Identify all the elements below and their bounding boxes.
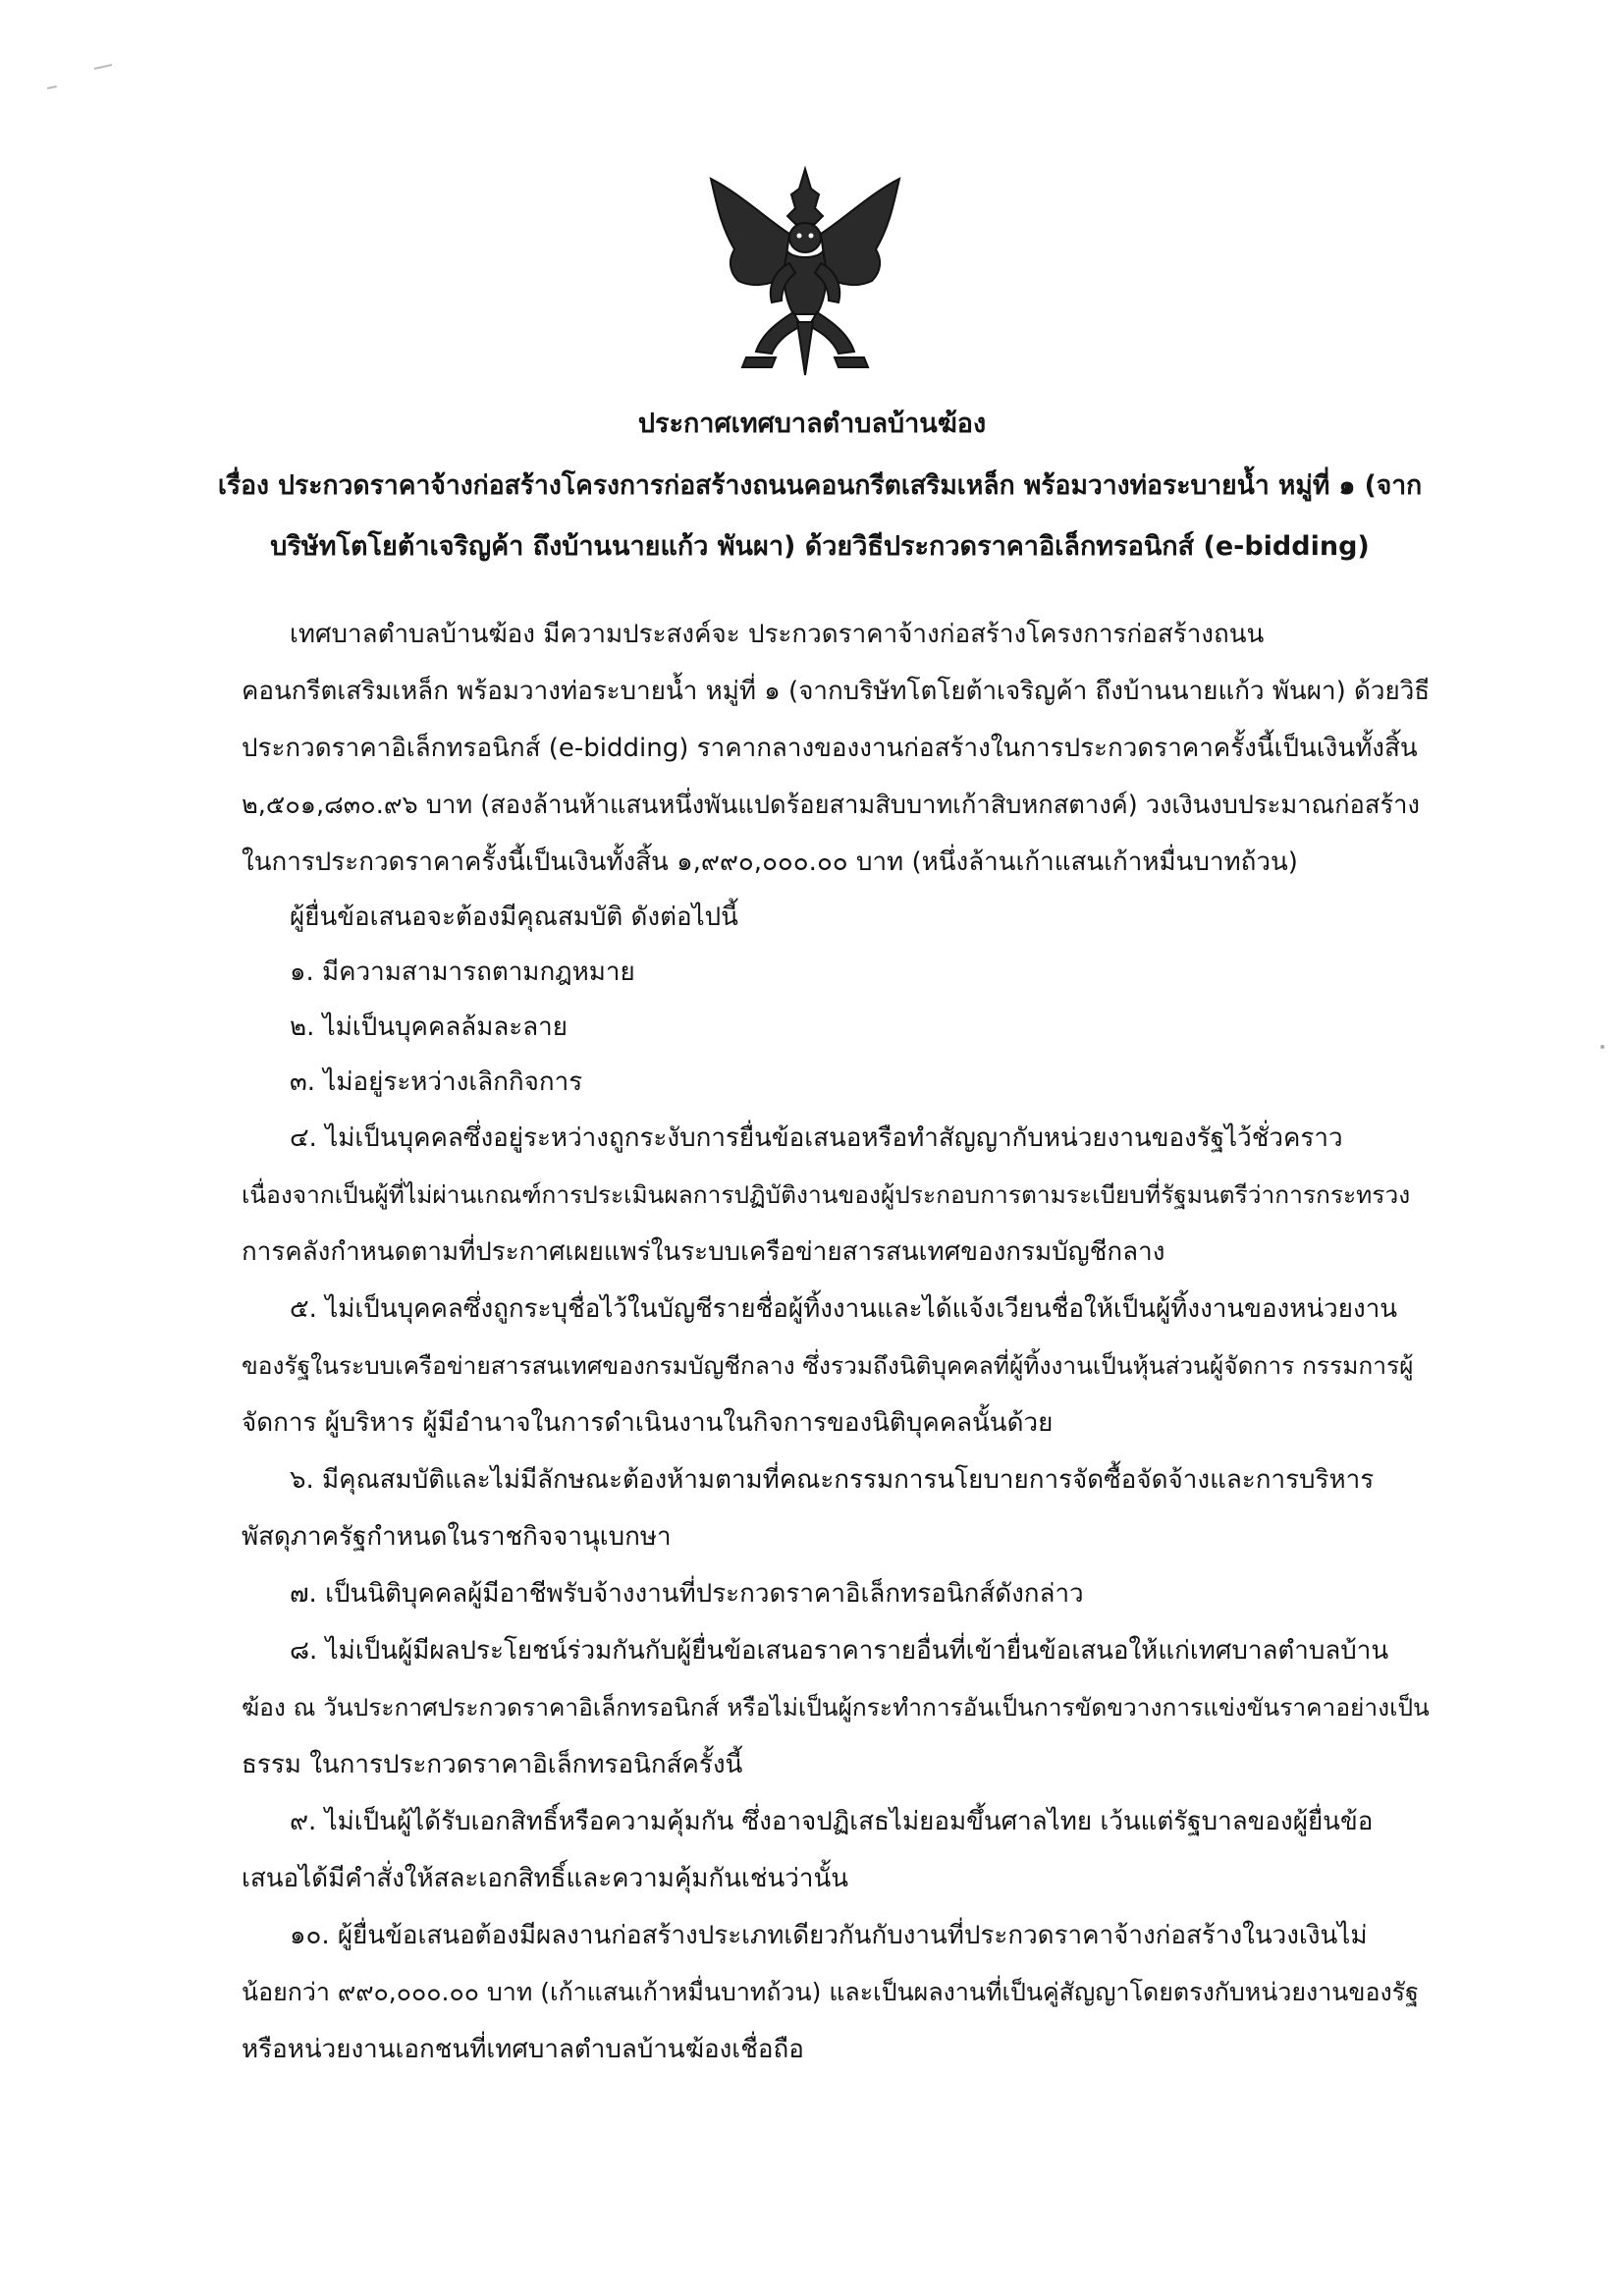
qualification-item: ๙. ไม่เป็นผู้ได้รับเอกสิทธิ์หรือความคุ้มกัน ซึ่งอาจปฏิเสธไม่ยอมขึ้นศาลไทย เว้นแต่รัฐบาลของผู้ยื่นข้อ: [290, 1807, 1374, 1836]
announcement-subject-line-2: บริษัทโตโยต้าเจริญค้า ถึงบ้านนายแก้ว พันผา) ด้วยวิธีประกวดราคาอิเล็กทรอนิกส์ (e-bidding): [270, 531, 1370, 562]
body-line: ฆ้อง ณ วันประกาศประกวดราคาอิเล็กทรอนิกส์ หรือไม่เป็นผู้กระทำการอันเป็นการขัดขวางการแข่งขันราคาอย่างเป็น: [242, 1693, 1430, 1722]
qualification-item: ๔. ไม่เป็นบุคคลซึ่งอยู่ระหว่างถูกระงับการยื่นข้อเสนอหรือทำสัญญากับหน่วยงานของรัฐไว้ชั่วคราว: [290, 1123, 1343, 1153]
body-line: คอนกรีตเสริมเหล็ก พร้อมวางท่อระบายน้ำ หมู่ที่ ๑ (จากบริษัทโตโยต้าเจริญค้า ถึงบ้านนายแก้ว พันผา) ด้วยวิธี: [242, 677, 1431, 706]
announcement-subject-line-1: เรื่อง ประกวดราคาจ้างก่อสร้างโครงการก่อสร้างถนนคอนกรีตเสริมเหล็ก พร้อมวางท่อระบายน้ำ หมู่ที่ ๑ (จาก: [217, 470, 1423, 501]
body-line: ๒,๕๐๑,๘๓๐.๙๖ บาท (สองล้านห้าแสนหนึ่งพันแปดร้อยสามสิบบาทเก้าสิบหกสตางค์) วงเงินงบประมาณก่อสร้าง: [242, 791, 1420, 820]
body-line: ผู้ยื่นข้อเสนอจะต้องมีคุณสมบัติ ดังต่อไปนี้: [290, 902, 738, 932]
qualification-item: ๕. ไม่เป็นบุคคลซึ่งถูกระบุชื่อไว้ในบัญชีรายชื่อผู้ทิ้งงานและได้แจ้งเวียนชื่อให้เป็นผู้ทิ้งงานของหน่วยงาน: [290, 1294, 1398, 1324]
qualification-item: ๖. มีคุณสมบัติและไม่มีลักษณะต้องห้ามตามที่คณะกรรมการนโยบายการจัดซื้อจัดจ้างและการบริหาร: [290, 1465, 1375, 1495]
qualification-item: ๒. ไม่เป็นบุคคลล้มละลาย: [290, 1012, 568, 1042]
scan-speck: [43, 57, 122, 96]
body-line: เทศบาลตำบลบ้านฆ้อง มีความประสงค์จะ ประกวดราคาจ้างก่อสร้างโครงการก่อสร้างถนน: [290, 620, 1265, 649]
body-line: หรือหน่วยงานเอกชนที่เทศบาลตำบลบ้านฆ้องเชื่อถือ: [242, 2035, 804, 2064]
garuda-emblem-icon: [699, 165, 911, 379]
qualification-item: ๗. เป็นนิติบุคคลผู้มีอาชีพรับจ้างงานที่ประกวดราคาอิเล็กทรอนิกส์ดังกล่าว: [290, 1579, 1084, 1609]
body-line: เสนอได้มีคำสั่งให้สละเอกสิทธิ์และความคุ้มกันเช่นว่านั้น: [242, 1864, 849, 1893]
body-line: น้อยกว่า ๙๙๐,๐๐๐.๐๐ บาท (เก้าแสนเก้าหมื่นบาทถ้วน) และเป็นผลงานที่เป็นคู่สัญญาโดยตรงกับหน่วยงานของรัฐ: [242, 1978, 1419, 2006]
body-line: การคลังกำหนดตามที่ประกาศเผยแพร่ในระบบเครือข่ายสารสนเทศของกรมบัญชีกลาง: [242, 1237, 1165, 1267]
body-line: ของรัฐในระบบเครือข่ายสารสนเทศของกรมบัญชีกลาง ซึ่งรวมถึงนิติบุคคลที่ผู้ทิ้งงานเป็นหุ้นส่วนผู้จัดการ กรรมการผู้: [242, 1351, 1414, 1380]
body-line: ประกวดราคาอิเล็กทรอนิกส์ (e-bidding) ราคากลางของงานก่อสร้างในการประกวดราคาครั้งนี้เป็นเงินทั้งสิ้น: [242, 734, 1418, 763]
body-line: จัดการ ผู้บริหาร ผู้มีอำนาจในการดำเนินงานในกิจการของนิติบุคคลนั้นด้วย: [242, 1408, 1054, 1438]
body-line: พัสดุภาครัฐกำหนดในราชกิจจานุเบกษา: [242, 1522, 672, 1552]
qualification-item: ๑. มีความสามารถตามกฎหมาย: [290, 957, 635, 987]
body-line: ธรรม ในการประกวดราคาอิเล็กทรอนิกส์ครั้งนี้: [242, 1750, 743, 1779]
body-line: เนื่องจากเป็นผู้ที่ไม่ผ่านเกณฑ์การประเมินผลการปฏิบัติงานของผู้ประกอบการตามระเบียบที่รัฐมนตรีว่าการกระทรวง: [242, 1180, 1411, 1209]
scan-speck: [1598, 1043, 1608, 1053]
qualification-item: ๓. ไม่อยู่ระหว่างเลิกกิจการ: [290, 1067, 583, 1097]
announcement-title: ประกาศเทศบาลตำบลบ้านฆ้อง: [637, 409, 987, 439]
body-line: ในการประกวดราคาครั้งนี้เป็นเงินทั้งสิ้น ๑,๙๙๐,๐๐๐.๐๐ บาท (หนึ่งล้านเก้าแสนเก้าหมื่นบาทถ้วน): [242, 847, 1298, 877]
qualification-item: ๑๐. ผู้ยื่นข้อเสนอต้องมีผลงานก่อสร้างประเภทเดียวกันกับงานที่ประกวดราคาจ้างก่อสร้างในวงเงินไม่: [290, 1921, 1368, 1950]
qualification-item: ๘. ไม่เป็นผู้มีผลประโยชน์ร่วมกันกับผู้ยื่นข้อเสนอราคารายอื่นที่เข้ายื่นข้อเสนอให้แก่เทศบาลตำบลบ้าน: [290, 1636, 1389, 1666]
